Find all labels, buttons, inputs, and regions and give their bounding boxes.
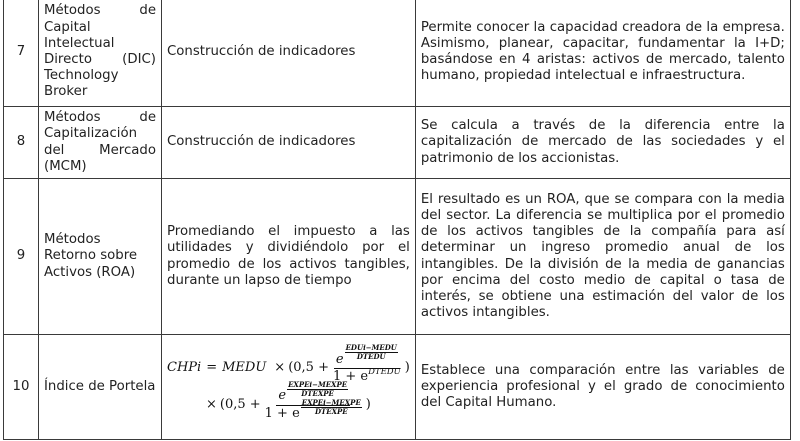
method-description: El resultado es un ROA, que se compara con la media del sector. La diferencia se multiplica por el promedio de los activos tangibles de la compañía para así determinar un ingreso promedio anual de los intangibles. De la división de la media de ganancias por encima del costo medio de capital o tasa de interés, se obtiene una estimación del valor de los activos intangibles. bbox=[415, 179, 790, 335]
method-description: Permite conocer la capacidad creadora de la empresa. Asimismo, planear, capacitar, fundamentar la I+D; basándose en 4 aristas: activos de mercado, talento humano, propiedad intelectual e infraestructura. bbox=[415, 0, 790, 107]
formula-e: e bbox=[335, 352, 344, 368]
formula-times: × bbox=[205, 396, 217, 412]
formula-equals: = bbox=[206, 360, 218, 376]
row-number: 9 bbox=[4, 179, 39, 335]
table-row bbox=[4, 335, 791, 440]
table-row bbox=[4, 0, 791, 107]
exp-denominator: DTEDU bbox=[356, 352, 386, 362]
table-row bbox=[4, 179, 791, 335]
methods-table bbox=[3, 0, 791, 440]
formula-line-2 bbox=[167, 379, 410, 423]
formula-close: ) bbox=[365, 396, 371, 412]
method-mechanism: Promediando el impuesto a las utilidades y dividiéndolo por el promedio de los activos tangibles, durante un lapso de tiempo bbox=[162, 179, 416, 335]
exp-denominator: DTEXPE bbox=[301, 388, 334, 398]
method-mechanism: Construcción de indicadores bbox=[162, 107, 416, 179]
method-mechanism: Construcción de indicadores bbox=[162, 0, 416, 107]
formula-one-plus-e: 1 + e bbox=[264, 405, 300, 421]
exp-numerator: EDUi−MEDU bbox=[345, 343, 397, 353]
formula-open: (0,5 + bbox=[219, 396, 261, 412]
method-name: Métodos de Capitalización del Mercado (MCM) bbox=[39, 107, 162, 179]
formula-one-plus-e: 1 + e bbox=[332, 369, 369, 385]
method-name: Métodos Retorno sobre Activos (ROA) bbox=[39, 179, 162, 335]
formula-exponent bbox=[301, 399, 362, 416]
formula-exponent bbox=[287, 381, 348, 398]
exp-dtedu: DTEDU bbox=[368, 367, 401, 378]
formula-medu: MEDU bbox=[222, 360, 267, 376]
portela-formula bbox=[162, 335, 416, 440]
row-number: 10 bbox=[4, 335, 39, 440]
row-number: 8 bbox=[4, 107, 39, 179]
exp-numerator: EXPEi−MEXPE bbox=[301, 397, 361, 407]
method-description: Establece una comparación entre las variables de experiencia profesional y el grado de conocimiento del Capital Humano. bbox=[415, 335, 790, 440]
exp-denominator: DTEXPE bbox=[314, 406, 348, 416]
formula-close: ) bbox=[404, 360, 410, 376]
formula-times: × bbox=[274, 360, 286, 376]
method-description: Se calcula a través de la diferencia entre la capitalización de mercado de las sociedades y el patrimonio de los accionistas. bbox=[415, 107, 790, 179]
formula-e: e bbox=[278, 388, 287, 404]
formula-fraction-expe bbox=[263, 379, 364, 423]
formula-open: (0,5 + bbox=[288, 360, 329, 376]
method-name: Métodos de Capital Intelectual Directo (DIC) Technology Broker bbox=[39, 0, 162, 107]
method-name: Índice de Portela bbox=[39, 335, 162, 440]
formula-lhs: CHPi bbox=[167, 360, 202, 376]
table-row bbox=[4, 107, 791, 179]
row-number: 7 bbox=[4, 0, 39, 107]
formula-exponent bbox=[345, 344, 398, 361]
exp-numerator: EXPEi−MEXPE bbox=[288, 379, 348, 389]
